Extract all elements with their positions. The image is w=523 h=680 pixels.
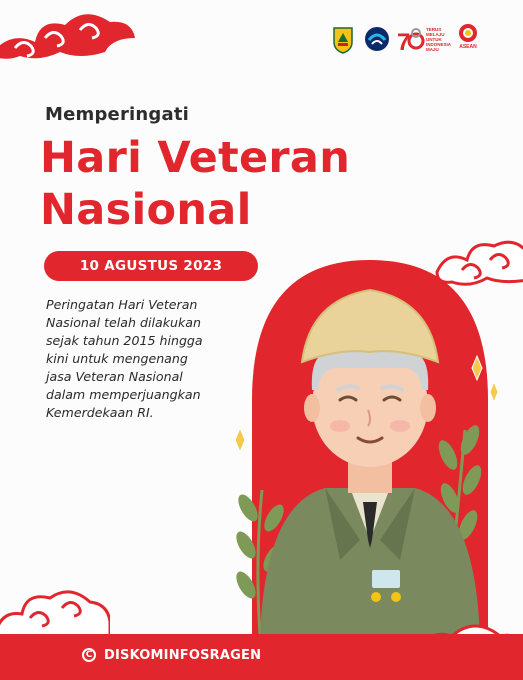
- description-line: Kemerdekaan RI.: [46, 405, 154, 420]
- page-title: [40, 132, 420, 236]
- partner-logos: [330, 22, 510, 66]
- tagline-line: MAJU: [426, 47, 439, 52]
- tagline-line: MELAJU: [426, 32, 445, 37]
- kominfo-logo-icon: [364, 26, 390, 52]
- svg-text:7: 7: [397, 29, 411, 56]
- date-badge: 10 AGUSTUS 2023: [44, 251, 258, 281]
- title-line-1: Hari Veteran: [40, 133, 351, 183]
- cloud-ornament-top-left: [0, 0, 140, 70]
- asean-logo-text: ASEAN: [459, 44, 477, 50]
- tagline-line: INDONESIA: [426, 42, 452, 47]
- description-line: Peringatan Hari Veteran: [46, 297, 198, 312]
- copyright-icon: C: [82, 648, 96, 662]
- footer-credit: DISKOMINFOSRAGEN: [104, 648, 262, 663]
- sragen-regency-emblem-icon: [332, 26, 354, 54]
- description-line: Nasional telah dilakukan: [46, 315, 201, 330]
- description-line: jasa Veteran Nasional: [46, 369, 183, 384]
- tagline-line: TERUS: [426, 27, 442, 32]
- footer-bar: [0, 634, 523, 680]
- description-line: kini untuk mengenang: [46, 351, 188, 366]
- description-line: sejak tahun 2015 hingga: [46, 333, 203, 348]
- tagline-line: UNTUK: [426, 37, 442, 42]
- hut-ri-78-logo-icon: [396, 24, 426, 56]
- cloud-ornament-bottom-left: [0, 540, 110, 636]
- asean-2023-logo-icon: [456, 22, 480, 44]
- hut-ri-78-tagline: [426, 27, 451, 52]
- description-line: dalam memperjuangkan: [46, 387, 201, 402]
- title-line-2: Nasional: [40, 185, 252, 235]
- title-prefix: Memperingati: [45, 104, 190, 125]
